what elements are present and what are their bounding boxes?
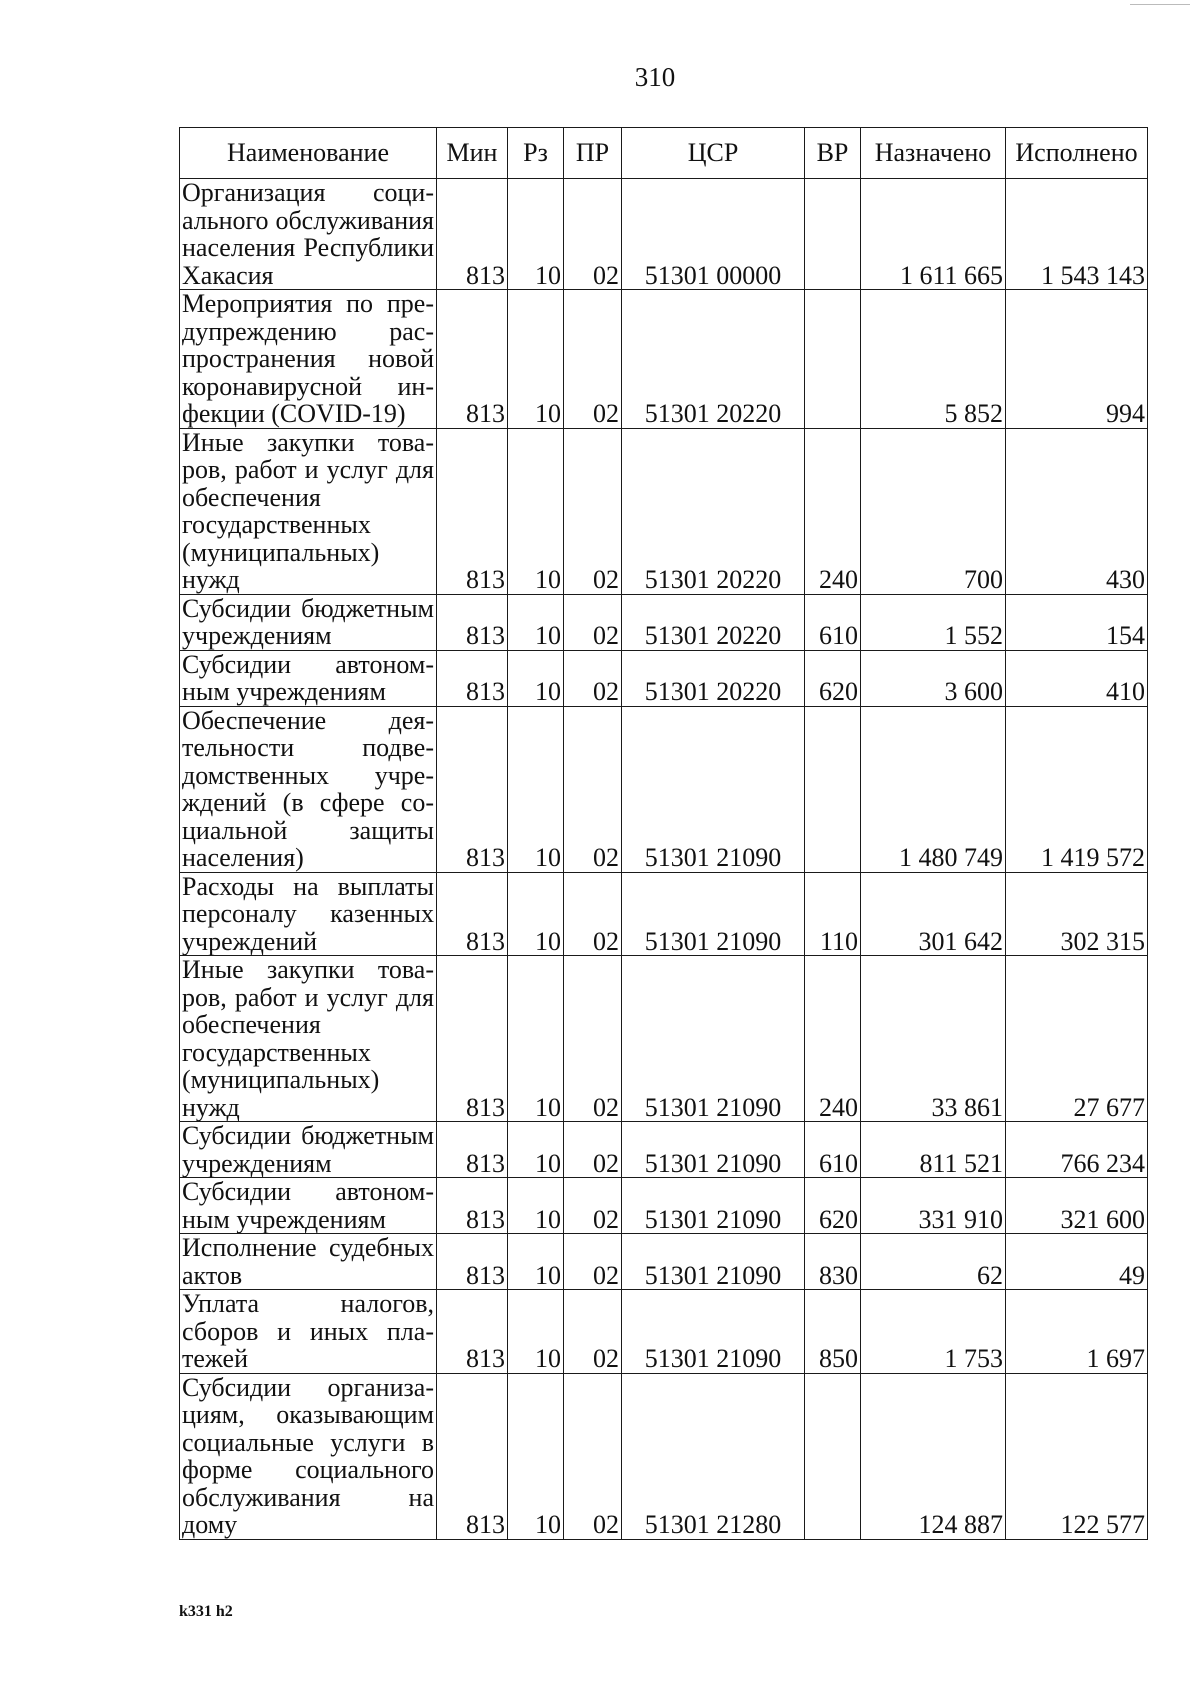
row-name: Субсидии автономным учреждениям xyxy=(180,1178,437,1234)
row-pr: 02 xyxy=(564,179,622,290)
row-vr: 240 xyxy=(805,428,861,594)
row-assigned: 3 600 xyxy=(861,650,1006,706)
row-min: 813 xyxy=(437,956,508,1122)
row-rz: 10 xyxy=(508,179,564,290)
row-pr: 02 xyxy=(564,872,622,956)
row-assigned: 5 852 xyxy=(861,290,1006,429)
row-rz: 10 xyxy=(508,872,564,956)
row-executed: 49 xyxy=(1006,1234,1148,1290)
row-executed: 154 xyxy=(1006,594,1148,650)
row-csr: 51301 21090 xyxy=(622,956,805,1122)
row-csr: 51301 21090 xyxy=(622,872,805,956)
header-vr: ВР xyxy=(805,128,861,179)
row-vr: 830 xyxy=(805,1234,861,1290)
header-assigned: Назначено xyxy=(861,128,1006,179)
row-pr: 02 xyxy=(564,428,622,594)
row-min: 813 xyxy=(437,1122,508,1178)
row-rz: 10 xyxy=(508,290,564,429)
row-name: Расходы на выплаты персоналу казенных учреждений xyxy=(180,872,437,956)
row-assigned: 124 887 xyxy=(861,1373,1006,1539)
scan-edge-mark xyxy=(1130,4,1190,5)
row-rz: 10 xyxy=(508,1373,564,1539)
table-row xyxy=(180,1290,1148,1374)
row-vr xyxy=(805,290,861,429)
row-vr: 110 xyxy=(805,872,861,956)
header-executed: Исполнено xyxy=(1006,128,1148,179)
row-rz: 10 xyxy=(508,1290,564,1374)
row-min: 813 xyxy=(437,1373,508,1539)
row-assigned: 700 xyxy=(861,428,1006,594)
row-min: 813 xyxy=(437,872,508,956)
table-row xyxy=(180,1178,1148,1234)
table-row xyxy=(180,872,1148,956)
row-min: 813 xyxy=(437,428,508,594)
row-name: Субсидии автономным учреждениям xyxy=(180,650,437,706)
header-pr: ПР xyxy=(564,128,622,179)
row-csr: 51301 20220 xyxy=(622,290,805,429)
row-executed: 1 543 143 xyxy=(1006,179,1148,290)
row-name: Исполнение судебных актов xyxy=(180,1234,437,1290)
row-rz: 10 xyxy=(508,428,564,594)
header-csr: ЦСР xyxy=(622,128,805,179)
row-rz: 10 xyxy=(508,1234,564,1290)
row-name: Мероприятия по предупреждению распространения новой коронавирусной инфекции (COVID-19) xyxy=(180,290,437,429)
row-csr: 51301 00000 xyxy=(622,179,805,290)
row-min: 813 xyxy=(437,706,508,872)
row-min: 813 xyxy=(437,1290,508,1374)
row-vr xyxy=(805,179,861,290)
row-assigned: 62 xyxy=(861,1234,1006,1290)
row-pr: 02 xyxy=(564,1234,622,1290)
row-vr: 610 xyxy=(805,594,861,650)
row-vr: 610 xyxy=(805,1122,861,1178)
row-csr: 51301 21090 xyxy=(622,706,805,872)
row-assigned: 1 552 xyxy=(861,594,1006,650)
row-name: Субсидии бюджетным учреждениям xyxy=(180,594,437,650)
row-vr: 620 xyxy=(805,650,861,706)
row-pr: 02 xyxy=(564,594,622,650)
table-row xyxy=(180,594,1148,650)
row-name: Организация социального обслуживания населения Республики Хакасия xyxy=(180,179,437,290)
row-vr: 240 xyxy=(805,956,861,1122)
row-executed: 302 315 xyxy=(1006,872,1148,956)
row-min: 813 xyxy=(437,650,508,706)
row-executed: 994 xyxy=(1006,290,1148,429)
row-assigned: 301 642 xyxy=(861,872,1006,956)
table-row xyxy=(180,706,1148,872)
row-csr: 51301 21280 xyxy=(622,1373,805,1539)
row-csr: 51301 21090 xyxy=(622,1178,805,1234)
row-name: Иные закупки товаров, работ и услуг для обеспечения государственных (муниципальных) нужд xyxy=(180,428,437,594)
table-row xyxy=(180,1373,1148,1539)
row-assigned: 1 753 xyxy=(861,1290,1006,1374)
table-row xyxy=(180,650,1148,706)
row-min: 813 xyxy=(437,1178,508,1234)
row-csr: 51301 20220 xyxy=(622,594,805,650)
row-min: 813 xyxy=(437,594,508,650)
row-vr: 620 xyxy=(805,1178,861,1234)
row-min: 813 xyxy=(437,290,508,429)
row-pr: 02 xyxy=(564,706,622,872)
row-csr: 51301 21090 xyxy=(622,1234,805,1290)
table-row xyxy=(180,290,1148,429)
row-assigned: 331 910 xyxy=(861,1178,1006,1234)
table-row xyxy=(180,179,1148,290)
table-row xyxy=(180,428,1148,594)
row-assigned: 33 861 xyxy=(861,956,1006,1122)
table-header-row xyxy=(180,128,1148,179)
row-pr: 02 xyxy=(564,1290,622,1374)
header-min: Мин xyxy=(437,128,508,179)
row-assigned: 1 611 665 xyxy=(861,179,1006,290)
row-assigned: 1 480 749 xyxy=(861,706,1006,872)
row-rz: 10 xyxy=(508,956,564,1122)
row-vr: 850 xyxy=(805,1290,861,1374)
row-executed: 27 677 xyxy=(1006,956,1148,1122)
row-executed: 321 600 xyxy=(1006,1178,1148,1234)
row-min: 813 xyxy=(437,179,508,290)
row-name: Обеспечение деятельности подведомственных учреждений (в сфере социальной защиты населения) xyxy=(180,706,437,872)
row-min: 813 xyxy=(437,1234,508,1290)
row-executed: 766 234 xyxy=(1006,1122,1148,1178)
row-name: Субсидии организациям, оказывающим социальные услуги в форме социального обслуживания на дому xyxy=(180,1373,437,1539)
row-executed: 1 419 572 xyxy=(1006,706,1148,872)
table-row xyxy=(180,956,1148,1122)
row-assigned: 811 521 xyxy=(861,1122,1006,1178)
header-name: Наименование xyxy=(180,128,437,179)
row-pr: 02 xyxy=(564,1178,622,1234)
row-name: Иные закупки товаров, работ и услуг для обеспечения государственных (муниципальных) нужд xyxy=(180,956,437,1122)
row-rz: 10 xyxy=(508,706,564,872)
row-csr: 51301 20220 xyxy=(622,428,805,594)
row-vr xyxy=(805,706,861,872)
row-executed: 430 xyxy=(1006,428,1148,594)
header-rz: Рз xyxy=(508,128,564,179)
row-name: Субсидии бюджетным учреждениям xyxy=(180,1122,437,1178)
row-pr: 02 xyxy=(564,1373,622,1539)
row-name: Уплата налогов, сборов и иных платежей xyxy=(180,1290,437,1374)
row-executed: 410 xyxy=(1006,650,1148,706)
row-rz: 10 xyxy=(508,1122,564,1178)
row-rz: 10 xyxy=(508,1178,564,1234)
row-pr: 02 xyxy=(564,956,622,1122)
document-code: k331 h2 xyxy=(179,1603,233,1620)
row-pr: 02 xyxy=(564,1122,622,1178)
row-csr: 51301 21090 xyxy=(622,1290,805,1374)
row-csr: 51301 20220 xyxy=(622,650,805,706)
row-pr: 02 xyxy=(564,290,622,429)
row-rz: 10 xyxy=(508,594,564,650)
table-row xyxy=(180,1122,1148,1178)
table-row xyxy=(180,1234,1148,1290)
row-vr xyxy=(805,1373,861,1539)
row-executed: 122 577 xyxy=(1006,1373,1148,1539)
page-number: 310 xyxy=(634,62,676,92)
row-csr: 51301 21090 xyxy=(622,1122,805,1178)
row-pr: 02 xyxy=(564,650,622,706)
row-executed: 1 697 xyxy=(1006,1290,1148,1374)
budget-table xyxy=(179,127,1148,1540)
row-rz: 10 xyxy=(508,650,564,706)
